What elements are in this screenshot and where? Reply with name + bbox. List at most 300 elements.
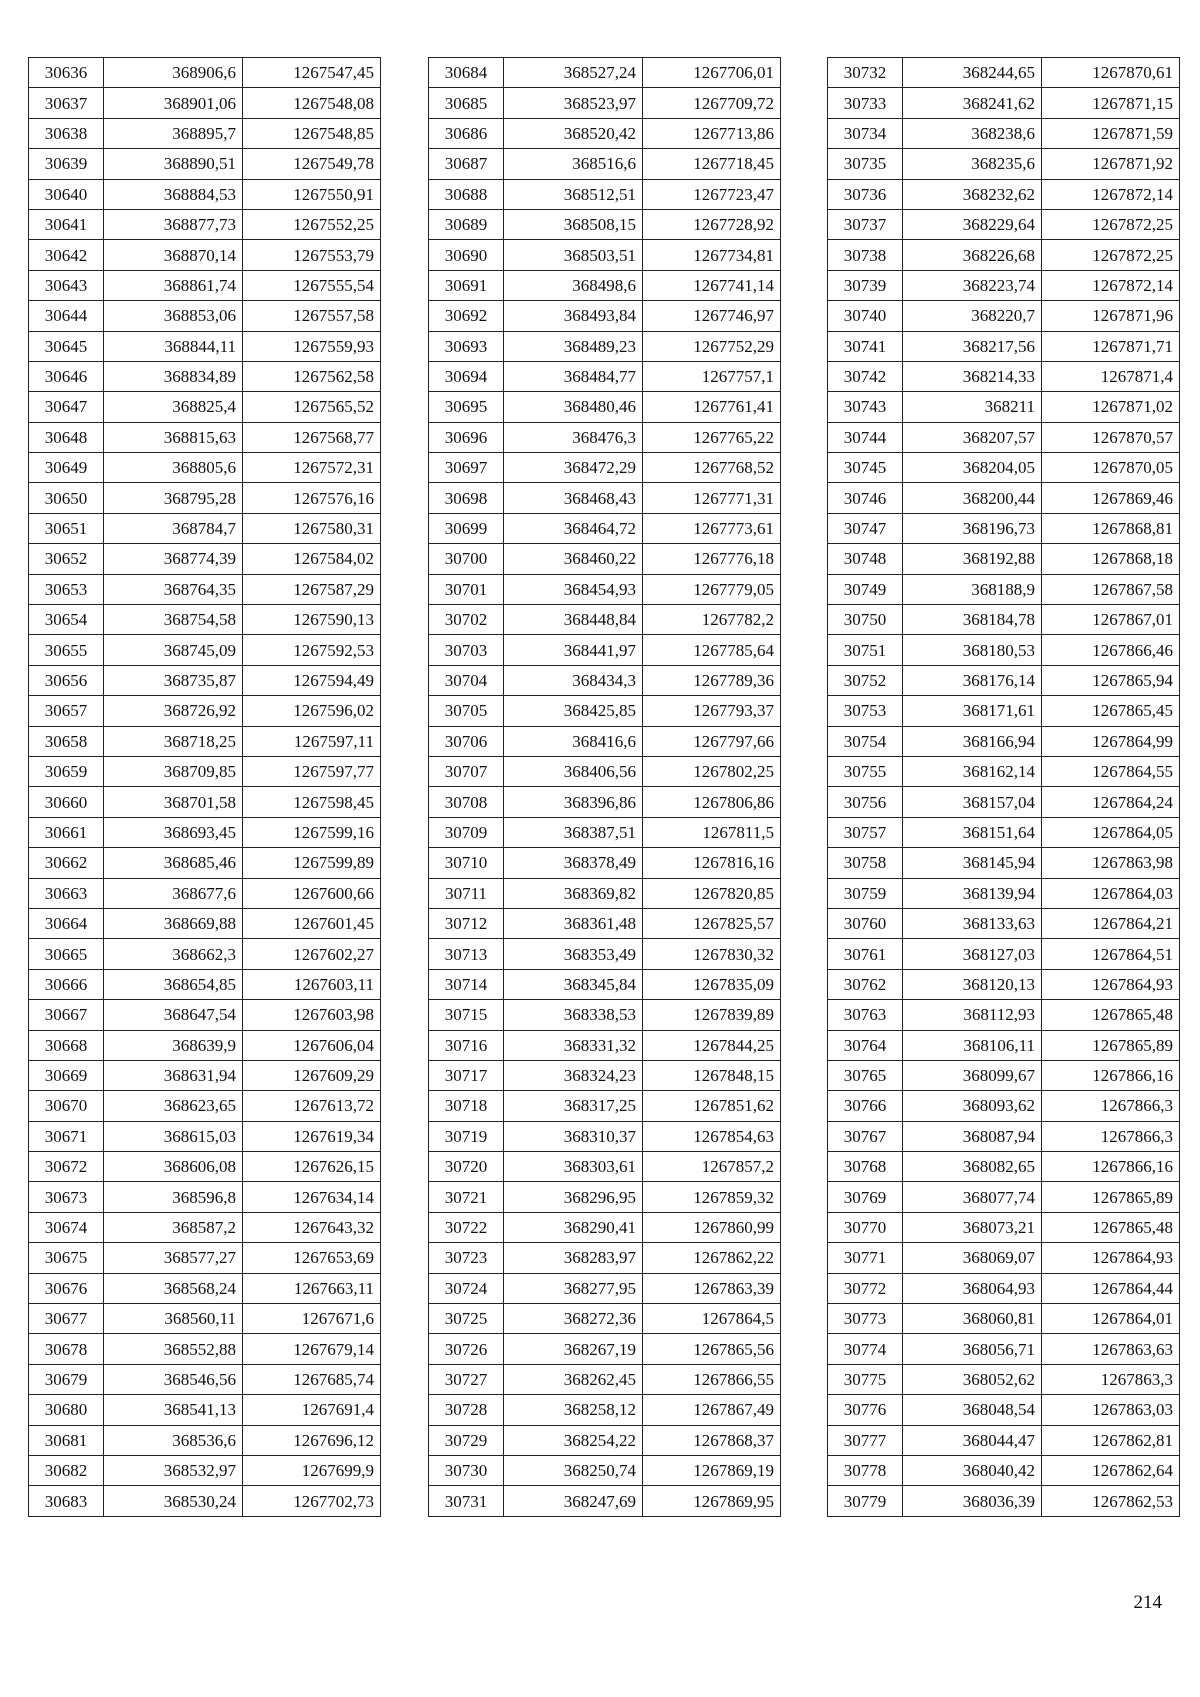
x-coordinate-cell: 368162,14 <box>903 756 1042 786</box>
y-coordinate-cell: 1267598,45 <box>243 787 381 817</box>
y-coordinate-cell: 1267851,62 <box>643 1091 781 1121</box>
point-number-cell: 30765 <box>828 1060 903 1090</box>
table-row <box>29 696 381 726</box>
point-number-cell: 30697 <box>429 453 504 483</box>
point-number-cell: 30676 <box>29 1273 104 1303</box>
point-number-cell: 30666 <box>29 969 104 999</box>
point-number-cell: 30744 <box>828 422 903 452</box>
point-number-cell: 30731 <box>429 1486 504 1516</box>
x-coordinate-cell: 368277,95 <box>504 1273 643 1303</box>
point-number-cell: 30767 <box>828 1121 903 1151</box>
point-number-cell: 30756 <box>828 787 903 817</box>
y-coordinate-cell: 1267734,81 <box>643 240 781 270</box>
x-coordinate-cell: 368077,74 <box>903 1182 1042 1212</box>
x-coordinate-cell: 368718,25 <box>104 726 243 756</box>
x-coordinate-cell: 368267,19 <box>504 1334 643 1364</box>
y-coordinate-cell: 1267597,77 <box>243 756 381 786</box>
x-coordinate-cell: 368853,06 <box>104 301 243 331</box>
x-coordinate-cell: 368220,7 <box>903 301 1042 331</box>
point-number-cell: 30772 <box>828 1273 903 1303</box>
x-coordinate-cell: 368560,11 <box>104 1304 243 1334</box>
table-row <box>29 331 381 361</box>
y-coordinate-cell: 1267820,85 <box>643 878 781 908</box>
x-coordinate-cell: 368082,65 <box>903 1152 1042 1182</box>
x-coordinate-cell: 368310,37 <box>504 1121 643 1151</box>
table-row <box>429 453 781 483</box>
x-coordinate-cell: 368532,97 <box>104 1455 243 1485</box>
point-number-cell: 30704 <box>429 665 504 695</box>
x-coordinate-cell: 368877,73 <box>104 209 243 239</box>
table-row <box>429 483 781 513</box>
point-number-cell: 30745 <box>828 453 903 483</box>
y-coordinate-cell: 1267844,25 <box>643 1030 781 1060</box>
x-coordinate-cell: 368468,43 <box>504 483 643 513</box>
table-row <box>29 1121 381 1151</box>
point-number-cell: 30732 <box>828 58 903 88</box>
y-coordinate-cell: 1267865,89 <box>1042 1030 1180 1060</box>
table-row <box>29 665 381 695</box>
table-row <box>828 848 1180 878</box>
y-coordinate-cell: 1267857,2 <box>643 1152 781 1182</box>
y-coordinate-cell: 1267872,25 <box>1042 209 1180 239</box>
point-number-cell: 30714 <box>429 969 504 999</box>
x-coordinate-cell: 368283,97 <box>504 1243 643 1273</box>
y-coordinate-cell: 1267596,02 <box>243 696 381 726</box>
point-number-cell: 30689 <box>429 209 504 239</box>
x-coordinate-cell: 368685,46 <box>104 848 243 878</box>
point-number-cell: 30699 <box>429 513 504 543</box>
y-coordinate-cell: 1267862,53 <box>1042 1486 1180 1516</box>
point-number-cell: 30768 <box>828 1152 903 1182</box>
point-number-cell: 30659 <box>29 756 104 786</box>
point-number-cell: 30663 <box>29 878 104 908</box>
x-coordinate-cell: 368735,87 <box>104 665 243 695</box>
x-coordinate-cell: 368060,81 <box>903 1304 1042 1334</box>
point-number-cell: 30769 <box>828 1182 903 1212</box>
point-number-cell: 30665 <box>29 939 104 969</box>
table-row <box>29 939 381 969</box>
y-coordinate-cell: 1267653,69 <box>243 1243 381 1273</box>
y-coordinate-cell: 1267871,4 <box>1042 361 1180 391</box>
point-number-cell: 30664 <box>29 908 104 938</box>
point-number-cell: 30693 <box>429 331 504 361</box>
x-coordinate-cell: 368296,95 <box>504 1182 643 1212</box>
x-coordinate-cell: 368480,46 <box>504 392 643 422</box>
x-coordinate-cell: 368784,7 <box>104 513 243 543</box>
x-coordinate-cell: 368056,71 <box>903 1334 1042 1364</box>
x-coordinate-cell: 368211 <box>903 392 1042 422</box>
point-number-cell: 30702 <box>429 605 504 635</box>
point-number-cell: 30652 <box>29 544 104 574</box>
y-coordinate-cell: 1267825,57 <box>643 908 781 938</box>
y-coordinate-cell: 1267871,02 <box>1042 392 1180 422</box>
table-row <box>29 574 381 604</box>
point-number-cell: 30708 <box>429 787 504 817</box>
point-number-cell: 30773 <box>828 1304 903 1334</box>
table-row <box>429 331 781 361</box>
table-row <box>828 149 1180 179</box>
table-row <box>828 483 1180 513</box>
y-coordinate-cell: 1267865,45 <box>1042 696 1180 726</box>
x-coordinate-cell: 368406,56 <box>504 756 643 786</box>
table-row <box>828 605 1180 635</box>
x-coordinate-cell: 368901,06 <box>104 88 243 118</box>
table-row <box>429 301 781 331</box>
point-number-cell: 30752 <box>828 665 903 695</box>
table-row <box>29 1091 381 1121</box>
table-row <box>29 878 381 908</box>
x-coordinate-cell: 368290,41 <box>504 1212 643 1242</box>
y-coordinate-cell: 1267864,05 <box>1042 817 1180 847</box>
table-row <box>29 149 381 179</box>
x-coordinate-cell: 368073,21 <box>903 1212 1042 1242</box>
table-row <box>29 1455 381 1485</box>
coordinates-table-3 <box>827 57 1180 1517</box>
y-coordinate-cell: 1267550,91 <box>243 179 381 209</box>
y-coordinate-cell: 1267865,89 <box>1042 1182 1180 1212</box>
y-coordinate-cell: 1267872,14 <box>1042 179 1180 209</box>
y-coordinate-cell: 1267839,89 <box>643 1000 781 1030</box>
table-row <box>828 1364 1180 1394</box>
point-number-cell: 30720 <box>429 1152 504 1182</box>
point-number-cell: 30656 <box>29 665 104 695</box>
y-coordinate-cell: 1267782,2 <box>643 605 781 635</box>
y-coordinate-cell: 1267870,61 <box>1042 58 1180 88</box>
y-coordinate-cell: 1267830,32 <box>643 939 781 969</box>
table-row <box>29 787 381 817</box>
y-coordinate-cell: 1267718,45 <box>643 149 781 179</box>
point-number-cell: 30703 <box>429 635 504 665</box>
table-row <box>429 939 781 969</box>
table-row <box>29 118 381 148</box>
table-row <box>429 635 781 665</box>
point-number-cell: 30649 <box>29 453 104 483</box>
y-coordinate-cell: 1267709,72 <box>643 88 781 118</box>
x-coordinate-cell: 368523,97 <box>504 88 643 118</box>
x-coordinate-cell: 368805,6 <box>104 453 243 483</box>
x-coordinate-cell: 368774,39 <box>104 544 243 574</box>
table-row <box>429 270 781 300</box>
point-number-cell: 30680 <box>29 1395 104 1425</box>
point-number-cell: 30717 <box>429 1060 504 1090</box>
y-coordinate-cell: 1267865,48 <box>1042 1212 1180 1242</box>
table-row <box>29 209 381 239</box>
y-coordinate-cell: 1267869,19 <box>643 1455 781 1485</box>
table-row <box>429 544 781 574</box>
y-coordinate-cell: 1267600,66 <box>243 878 381 908</box>
y-coordinate-cell: 1267868,18 <box>1042 544 1180 574</box>
table-row <box>429 1425 781 1455</box>
y-coordinate-cell: 1267867,01 <box>1042 605 1180 635</box>
y-coordinate-cell: 1267643,32 <box>243 1212 381 1242</box>
y-coordinate-cell: 1267685,74 <box>243 1364 381 1394</box>
table-row <box>429 513 781 543</box>
point-number-cell: 30637 <box>29 88 104 118</box>
table-row <box>29 1273 381 1303</box>
x-coordinate-cell: 368093,62 <box>903 1091 1042 1121</box>
x-coordinate-cell: 368527,24 <box>504 58 643 88</box>
y-coordinate-cell: 1267613,72 <box>243 1091 381 1121</box>
x-coordinate-cell: 368204,05 <box>903 453 1042 483</box>
x-coordinate-cell: 368654,85 <box>104 969 243 999</box>
table-row <box>429 1243 781 1273</box>
table-row <box>828 240 1180 270</box>
y-coordinate-cell: 1267592,53 <box>243 635 381 665</box>
x-coordinate-cell: 368861,74 <box>104 270 243 300</box>
table-row <box>29 1243 381 1273</box>
point-number-cell: 30657 <box>29 696 104 726</box>
point-number-cell: 30719 <box>429 1121 504 1151</box>
y-coordinate-cell: 1267872,14 <box>1042 270 1180 300</box>
y-coordinate-cell: 1267867,58 <box>1042 574 1180 604</box>
point-number-cell: 30662 <box>29 848 104 878</box>
point-number-cell: 30669 <box>29 1060 104 1090</box>
point-number-cell: 30700 <box>429 544 504 574</box>
x-coordinate-cell: 368709,85 <box>104 756 243 786</box>
point-number-cell: 30688 <box>429 179 504 209</box>
y-coordinate-cell: 1267723,47 <box>643 179 781 209</box>
x-coordinate-cell: 368512,51 <box>504 179 643 209</box>
table-row <box>29 1395 381 1425</box>
y-coordinate-cell: 1267568,77 <box>243 422 381 452</box>
x-coordinate-cell: 368546,56 <box>104 1364 243 1394</box>
y-coordinate-cell: 1267864,55 <box>1042 756 1180 786</box>
x-coordinate-cell: 368764,35 <box>104 574 243 604</box>
y-coordinate-cell: 1267776,18 <box>643 544 781 574</box>
x-coordinate-cell: 368464,72 <box>504 513 643 543</box>
point-number-cell: 30684 <box>429 58 504 88</box>
y-coordinate-cell: 1267854,63 <box>643 1121 781 1151</box>
point-number-cell: 30760 <box>828 908 903 938</box>
x-coordinate-cell: 368262,45 <box>504 1364 643 1394</box>
x-coordinate-cell: 368754,58 <box>104 605 243 635</box>
table-row <box>828 58 1180 88</box>
x-coordinate-cell: 368606,08 <box>104 1152 243 1182</box>
table-row <box>828 209 1180 239</box>
x-coordinate-cell: 368425,85 <box>504 696 643 726</box>
table-row <box>429 1273 781 1303</box>
y-coordinate-cell: 1267752,29 <box>643 331 781 361</box>
table-row <box>29 422 381 452</box>
point-number-cell: 30705 <box>429 696 504 726</box>
x-coordinate-cell: 368498,6 <box>504 270 643 300</box>
point-number-cell: 30654 <box>29 605 104 635</box>
y-coordinate-cell: 1267835,09 <box>643 969 781 999</box>
y-coordinate-cell: 1267859,32 <box>643 1182 781 1212</box>
table-row <box>29 179 381 209</box>
x-coordinate-cell: 368530,24 <box>104 1486 243 1516</box>
x-coordinate-cell: 368378,49 <box>504 848 643 878</box>
y-coordinate-cell: 1267603,98 <box>243 1000 381 1030</box>
y-coordinate-cell: 1267626,15 <box>243 1152 381 1182</box>
point-number-cell: 30761 <box>828 939 903 969</box>
point-number-cell: 30741 <box>828 331 903 361</box>
x-coordinate-cell: 368416,6 <box>504 726 643 756</box>
point-number-cell: 30683 <box>29 1486 104 1516</box>
y-coordinate-cell: 1267559,93 <box>243 331 381 361</box>
x-coordinate-cell: 368369,82 <box>504 878 643 908</box>
x-coordinate-cell: 368223,74 <box>903 270 1042 300</box>
table-row <box>828 726 1180 756</box>
x-coordinate-cell: 368568,24 <box>104 1273 243 1303</box>
x-coordinate-cell: 368317,25 <box>504 1091 643 1121</box>
y-coordinate-cell: 1267565,52 <box>243 392 381 422</box>
y-coordinate-cell: 1267555,54 <box>243 270 381 300</box>
table-row <box>429 179 781 209</box>
x-coordinate-cell: 368226,68 <box>903 240 1042 270</box>
point-number-cell: 30754 <box>828 726 903 756</box>
y-coordinate-cell: 1267864,93 <box>1042 1243 1180 1273</box>
x-coordinate-cell: 368631,94 <box>104 1060 243 1090</box>
point-number-cell: 30711 <box>429 878 504 908</box>
y-coordinate-cell: 1267552,25 <box>243 209 381 239</box>
y-coordinate-cell: 1267862,22 <box>643 1243 781 1273</box>
x-coordinate-cell: 368623,65 <box>104 1091 243 1121</box>
x-coordinate-cell: 368516,6 <box>504 149 643 179</box>
point-number-cell: 30762 <box>828 969 903 999</box>
y-coordinate-cell: 1267868,81 <box>1042 513 1180 543</box>
table-row <box>429 1152 781 1182</box>
x-coordinate-cell: 368247,69 <box>504 1486 643 1516</box>
table-row <box>429 88 781 118</box>
y-coordinate-cell: 1267864,03 <box>1042 878 1180 908</box>
y-coordinate-cell: 1267785,64 <box>643 635 781 665</box>
x-coordinate-cell: 368596,8 <box>104 1182 243 1212</box>
y-coordinate-cell: 1267696,12 <box>243 1425 381 1455</box>
y-coordinate-cell: 1267768,52 <box>643 453 781 483</box>
table-row <box>828 179 1180 209</box>
x-coordinate-cell: 368677,6 <box>104 878 243 908</box>
point-number-cell: 30670 <box>29 1091 104 1121</box>
table-row <box>828 88 1180 118</box>
table-row <box>828 270 1180 300</box>
x-coordinate-cell: 368120,13 <box>903 969 1042 999</box>
x-coordinate-cell: 368795,28 <box>104 483 243 513</box>
y-coordinate-cell: 1267863,03 <box>1042 1395 1180 1425</box>
table-row <box>828 301 1180 331</box>
point-number-cell: 30646 <box>29 361 104 391</box>
point-number-cell: 30758 <box>828 848 903 878</box>
y-coordinate-cell: 1267864,5 <box>643 1304 781 1334</box>
x-coordinate-cell: 368890,51 <box>104 149 243 179</box>
y-coordinate-cell: 1267619,34 <box>243 1121 381 1151</box>
y-coordinate-cell: 1267789,36 <box>643 665 781 695</box>
y-coordinate-cell: 1267741,14 <box>643 270 781 300</box>
y-coordinate-cell: 1267597,11 <box>243 726 381 756</box>
point-number-cell: 30642 <box>29 240 104 270</box>
y-coordinate-cell: 1267866,46 <box>1042 635 1180 665</box>
y-coordinate-cell: 1267609,29 <box>243 1060 381 1090</box>
table-row <box>429 848 781 878</box>
y-coordinate-cell: 1267866,16 <box>1042 1152 1180 1182</box>
x-coordinate-cell: 368615,03 <box>104 1121 243 1151</box>
table-row <box>29 270 381 300</box>
x-coordinate-cell: 368448,84 <box>504 605 643 635</box>
table-row <box>828 1060 1180 1090</box>
x-coordinate-cell: 368434,3 <box>504 665 643 695</box>
table-row <box>29 58 381 88</box>
table-row <box>828 1212 1180 1242</box>
point-number-cell: 30647 <box>29 392 104 422</box>
table-row <box>29 88 381 118</box>
x-coordinate-cell: 368662,3 <box>104 939 243 969</box>
point-number-cell: 30653 <box>29 574 104 604</box>
x-coordinate-cell: 368258,12 <box>504 1395 643 1425</box>
y-coordinate-cell: 1267811,5 <box>643 817 781 847</box>
y-coordinate-cell: 1267865,48 <box>1042 1000 1180 1030</box>
table-row <box>429 1121 781 1151</box>
x-coordinate-cell: 368238,6 <box>903 118 1042 148</box>
point-number-cell: 30779 <box>828 1486 903 1516</box>
point-number-cell: 30674 <box>29 1212 104 1242</box>
table-row <box>429 817 781 847</box>
point-number-cell: 30658 <box>29 726 104 756</box>
y-coordinate-cell: 1267870,05 <box>1042 453 1180 483</box>
y-coordinate-cell: 1267679,14 <box>243 1334 381 1364</box>
table-row <box>429 361 781 391</box>
x-coordinate-cell: 368044,47 <box>903 1425 1042 1455</box>
point-number-cell: 30672 <box>29 1152 104 1182</box>
y-coordinate-cell: 1267871,92 <box>1042 149 1180 179</box>
point-number-cell: 30694 <box>429 361 504 391</box>
y-coordinate-cell: 1267864,44 <box>1042 1273 1180 1303</box>
point-number-cell: 30777 <box>828 1425 903 1455</box>
x-coordinate-cell: 368815,63 <box>104 422 243 452</box>
table-row <box>828 1486 1180 1516</box>
x-coordinate-cell: 368639,9 <box>104 1030 243 1060</box>
point-number-cell: 30766 <box>828 1091 903 1121</box>
point-number-cell: 30739 <box>828 270 903 300</box>
x-coordinate-cell: 368087,94 <box>903 1121 1042 1151</box>
point-number-cell: 30729 <box>429 1425 504 1455</box>
x-coordinate-cell: 368870,14 <box>104 240 243 270</box>
x-coordinate-cell: 368541,13 <box>104 1395 243 1425</box>
table-row <box>828 1243 1180 1273</box>
table-row <box>29 513 381 543</box>
y-coordinate-cell: 1267699,9 <box>243 1455 381 1485</box>
table-row <box>429 1212 781 1242</box>
table-row <box>29 1304 381 1334</box>
x-coordinate-cell: 368895,7 <box>104 118 243 148</box>
table-row <box>828 361 1180 391</box>
y-coordinate-cell: 1267867,49 <box>643 1395 781 1425</box>
y-coordinate-cell: 1267590,13 <box>243 605 381 635</box>
y-coordinate-cell: 1267863,98 <box>1042 848 1180 878</box>
point-number-cell: 30715 <box>429 1000 504 1030</box>
table-row <box>828 1121 1180 1151</box>
table-row <box>29 1152 381 1182</box>
x-coordinate-cell: 368272,36 <box>504 1304 643 1334</box>
table-row <box>429 58 781 88</box>
table-row <box>429 605 781 635</box>
table-row <box>429 1395 781 1425</box>
table-row <box>29 392 381 422</box>
point-number-cell: 30725 <box>429 1304 504 1334</box>
x-coordinate-cell: 368184,78 <box>903 605 1042 635</box>
point-number-cell: 30638 <box>29 118 104 148</box>
point-number-cell: 30759 <box>828 878 903 908</box>
x-coordinate-cell: 368825,4 <box>104 392 243 422</box>
x-coordinate-cell: 368745,09 <box>104 635 243 665</box>
point-number-cell: 30706 <box>429 726 504 756</box>
x-coordinate-cell: 368884,53 <box>104 179 243 209</box>
table-row <box>828 1425 1180 1455</box>
table-row <box>828 696 1180 726</box>
y-coordinate-cell: 1267866,3 <box>1042 1091 1180 1121</box>
table-row <box>429 1030 781 1060</box>
y-coordinate-cell: 1267871,96 <box>1042 301 1180 331</box>
x-coordinate-cell: 368232,62 <box>903 179 1042 209</box>
